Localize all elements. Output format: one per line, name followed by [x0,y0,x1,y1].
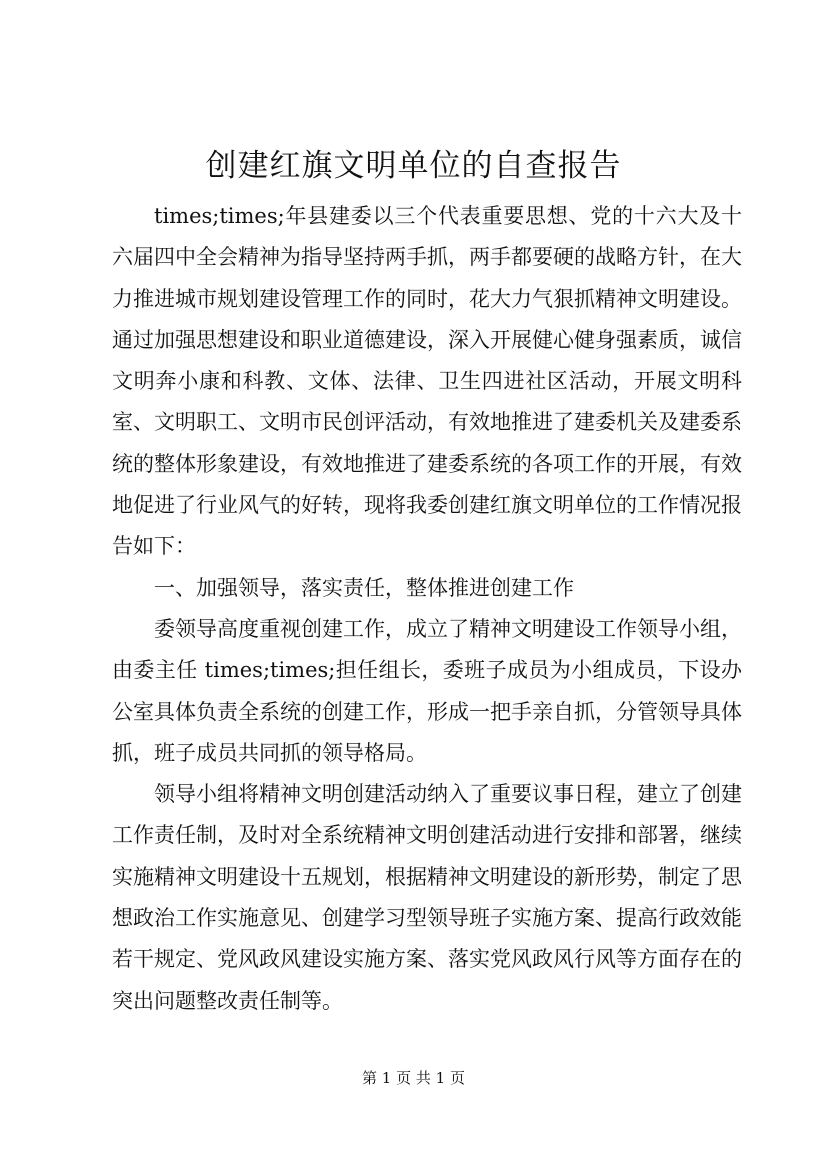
page-footer: 第 1 页 共 1 页 [362,1069,465,1087]
paragraph-intro: times;times;年县建委以三个代表重要思想、党的十六大及十六届四中全会精神为指导坚持两手抓，两手都要硬的战略方针，在大力推进城市规划建设管理工作的同时，花大力气狠抓精神文明建设。通过加强思想建设和职业道德建设，深入开展健心健身强素质，诚信文明奔小康和科教、文体、法律、卫生四进社区活动，开展文明科室、文明职工、文明市民创评活动，有效地推进了建委机关及建委系统的整体形象建设，有效地推进了建委系统的各项工作的开展，有效地促进了行业风气的好转，现将我委创建红旗文明单位的工作情况报告如下： [112,204,742,559]
paragraph-leadership-group: 委领导高度重视创建工作，成立了精神文明建设工作领导小组，由委主任 times;times;担任组长，委班子成员为小组成员，下设办公室具体负责全系统的创建工作，形成一把手亲自抓，分管领导具体抓，班子成员共同抓的领导格局。 [112,616,742,765]
paragraph-responsibility-system: 领导小组将精神文明创建活动纳入了重要议事日程，建立了创建工作责任制，及时对全系统精神文明创建活动进行安排和部署，继续实施精神文明建设十五规划，根据精神文明建设的新形势，制定了思想政治工作实施意见、创建学习型领导班子实施方案、提高行政效能若干规定、党风政风建设实施方案、落实党风政风行风等方面存在的突出问题整改责任制等。 [112,782,742,1013]
document-title: 创建红旗文明单位的自查报告 [205,148,622,184]
section-heading-1: 一、加强领导，落实责任，整体推进创建工作 [154,575,574,600]
document-body [112,196,742,1022]
